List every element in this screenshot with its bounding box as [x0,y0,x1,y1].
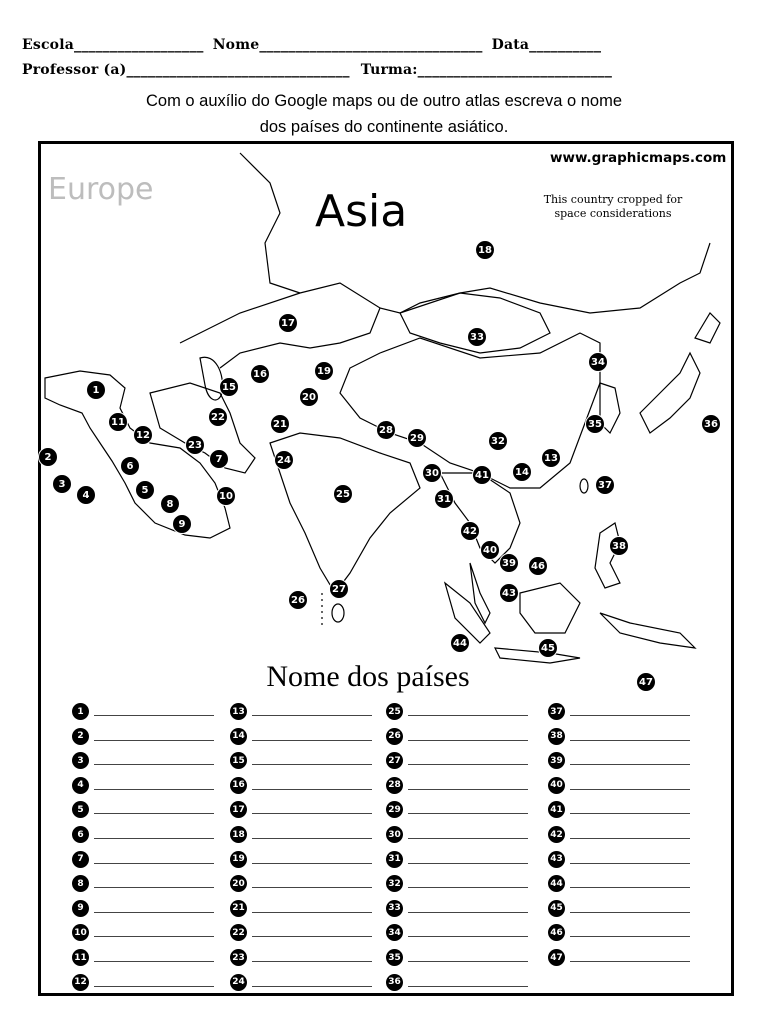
header-line-2 [22,62,612,78]
map-marker-30: 30 [422,463,442,483]
answer-row-15[interactable] [230,752,380,770]
answer-number-24: 24 [230,974,247,991]
map-marker-31: 31 [434,489,454,509]
answer-blank-line[interactable] [408,961,528,962]
answer-number-14: 14 [230,728,247,745]
answer-blank-line[interactable] [94,887,214,888]
answer-row-47[interactable] [548,949,698,967]
answer-blank-line[interactable] [252,740,372,741]
instructions-line-1: Com o auxílio do Google maps ou de outro atlas escreva o nome [145,92,623,110]
answer-row-7[interactable] [72,851,222,869]
header-line-1 [22,37,601,53]
answer-number-27: 27 [386,752,403,769]
answer-row-9[interactable] [72,900,222,918]
answer-blank-line[interactable] [252,936,372,937]
arabia-outline [45,371,230,538]
answer-row-3[interactable] [72,752,222,770]
answer-row-36[interactable] [386,974,536,992]
answer-blank-line[interactable] [94,740,214,741]
answer-row-39[interactable] [548,752,698,770]
answer-row-37[interactable] [548,703,698,721]
answer-number-12: 12 [72,974,89,991]
map-marker-35: 35 [585,414,605,434]
japan-outline [640,353,700,433]
map-marker-1: 1 [86,380,106,400]
answer-number-35: 35 [386,949,403,966]
answer-number-2: 2 [72,728,89,745]
answer-blank-line[interactable] [570,715,690,716]
answer-blank-line[interactable] [408,863,528,864]
answer-row-12[interactable] [72,974,222,992]
answer-number-47: 47 [548,949,565,966]
map-marker-34: 34 [588,352,608,372]
answer-number-33: 33 [386,900,403,917]
answer-row-33[interactable] [386,900,536,918]
map-marker-22: 22 [208,407,228,427]
answer-blank-line[interactable] [408,936,528,937]
answer-blank-line[interactable] [408,887,528,888]
answer-blank-line[interactable] [252,813,372,814]
answer-row-8[interactable] [72,875,222,893]
map-marker-25: 25 [333,484,353,504]
answer-blank-line[interactable] [94,961,214,962]
answer-blank-line[interactable] [94,838,214,839]
answer-blank-line[interactable] [408,715,528,716]
answer-blank-line[interactable] [252,863,372,864]
answer-row-44[interactable] [548,875,698,893]
answer-row-22[interactable] [230,924,380,942]
answer-row-45[interactable] [548,900,698,918]
answer-number-37: 37 [548,703,565,720]
answer-number-20: 20 [230,875,247,892]
map-marker-46: 46 [528,556,548,576]
answer-blank-line[interactable] [408,740,528,741]
answer-blank-line[interactable] [252,912,372,913]
answer-row-29[interactable] [386,801,536,819]
map-marker-29: 29 [407,428,427,448]
answer-blank-line[interactable] [408,764,528,765]
answer-row-17[interactable] [230,801,380,819]
answer-row-13[interactable] [230,703,380,721]
map-marker-27: 27 [329,579,349,599]
map-marker-13: 13 [541,448,561,468]
map-marker-47: 47 [636,672,656,692]
answer-row-38[interactable] [548,728,698,746]
map-marker-41: 41 [472,465,492,485]
cropped-note [524,193,702,221]
answer-row-46[interactable] [548,924,698,942]
answer-blank-line[interactable] [252,887,372,888]
answer-number-13: 13 [230,703,247,720]
map-marker-10: 10 [216,486,236,506]
answer-number-5: 5 [72,801,89,818]
answer-row-18[interactable] [230,826,380,844]
answer-row-6[interactable] [72,826,222,844]
answer-row-26[interactable] [386,728,536,746]
answer-row-42[interactable] [548,826,698,844]
map-marker-6: 6 [120,456,140,476]
answer-blank-line[interactable] [252,986,372,987]
answer-blank-line[interactable] [252,764,372,765]
answer-number-38: 38 [548,728,565,745]
answer-number-36: 36 [386,974,403,991]
answer-number-34: 34 [386,924,403,941]
map-marker-16: 16 [250,364,270,384]
map-marker-14: 14 [512,462,532,482]
answer-number-31: 31 [386,851,403,868]
answer-blank-line[interactable] [570,887,690,888]
map-marker-12: 12 [133,425,153,445]
china-outline [340,333,600,488]
answer-blank-line[interactable] [94,863,214,864]
map-marker-8: 8 [160,494,180,514]
answer-blank-line[interactable] [94,912,214,913]
answer-row-35[interactable] [386,949,536,967]
answer-row-10[interactable] [72,924,222,942]
answer-row-19[interactable] [230,851,380,869]
answer-number-39: 39 [548,752,565,769]
answer-blank-line[interactable] [94,764,214,765]
answer-number-16: 16 [230,777,247,794]
map-marker-20: 20 [299,387,319,407]
map-marker-23: 23 [185,435,205,455]
map-marker-19: 19 [314,361,334,381]
answer-blank-line[interactable] [570,912,690,913]
answer-blank-line[interactable] [252,838,372,839]
answer-row-21[interactable] [230,900,380,918]
site-credit: www.graphicmaps.com [550,150,727,166]
answer-number-3: 3 [72,752,89,769]
answer-blank-line[interactable] [408,789,528,790]
answer-blank-line[interactable] [570,961,690,962]
answer-blank-line[interactable] [252,715,372,716]
map-marker-42: 42 [460,521,480,541]
answer-blank-line[interactable] [408,986,528,987]
answer-number-23: 23 [230,949,247,966]
answer-number-8: 8 [72,875,89,892]
instructions-line-2: dos países do continente asiático. [259,118,509,136]
answer-number-45: 45 [548,900,565,917]
answer-blank-line[interactable] [94,813,214,814]
map-marker-38: 38 [609,536,629,556]
map-marker-40: 40 [480,540,500,560]
map-marker-18: 18 [475,240,495,260]
answer-row-23[interactable] [230,949,380,967]
answer-blank-line[interactable] [94,789,214,790]
data-field[interactable]: Data__________ [491,37,602,53]
map-marker-4: 4 [76,485,96,505]
map-marker-28: 28 [376,420,396,440]
answer-number-41: 41 [548,801,565,818]
answer-number-44: 44 [548,875,565,892]
answer-number-11: 11 [72,949,89,966]
answer-number-25: 25 [386,703,403,720]
answer-row-14[interactable] [230,728,380,746]
answer-row-43[interactable] [548,851,698,869]
answer-blank-line[interactable] [252,961,372,962]
europe-label: Europe [48,172,154,207]
answer-number-9: 9 [72,900,89,917]
answer-number-18: 18 [230,826,247,843]
answer-blank-line[interactable] [94,986,214,987]
cropped-note-line-2: space considerations [554,207,672,220]
map-marker-26: 26 [288,590,308,610]
answer-row-5[interactable] [72,801,222,819]
answer-blank-line[interactable] [570,863,690,864]
professor-field[interactable]: Professor (a)_______________________________ [22,62,350,78]
map-marker-15: 15 [219,377,239,397]
answer-blank-line[interactable] [570,764,690,765]
answer-number-4: 4 [72,777,89,794]
map-marker-11: 11 [108,412,128,432]
asia-label: Asia [315,186,408,237]
answer-number-7: 7 [72,851,89,868]
map-marker-37: 37 [595,475,615,495]
map-marker-33: 33 [467,327,487,347]
answer-blank-line[interactable] [94,936,214,937]
answer-number-22: 22 [230,924,247,941]
answer-row-27[interactable] [386,752,536,770]
answer-number-1: 1 [72,703,89,720]
answer-number-32: 32 [386,875,403,892]
answer-row-32[interactable] [386,875,536,893]
map-marker-7: 7 [209,449,229,469]
answer-blank-line[interactable] [570,740,690,741]
answer-row-41[interactable] [548,801,698,819]
answer-blank-line[interactable] [570,838,690,839]
cropped-note-line-1: This country cropped for [543,193,683,206]
answer-row-28[interactable] [386,777,536,795]
answer-number-17: 17 [230,801,247,818]
answer-row-24[interactable] [230,974,380,992]
answer-number-42: 42 [548,826,565,843]
answer-number-28: 28 [386,777,403,794]
answer-row-11[interactable] [72,949,222,967]
map-marker-45: 45 [538,638,558,658]
answer-row-20[interactable] [230,875,380,893]
answer-number-19: 19 [230,851,247,868]
map-marker-24: 24 [274,450,294,470]
answer-row-34[interactable] [386,924,536,942]
turma-field[interactable]: Turma:___________________________ [360,62,613,78]
answer-row-16[interactable] [230,777,380,795]
answer-number-15: 15 [230,752,247,769]
map-marker-17: 17 [278,313,298,333]
answer-blank-line[interactable] [408,838,528,839]
answer-blank-line[interactable] [252,789,372,790]
map-marker-5: 5 [135,480,155,500]
answer-number-46: 46 [548,924,565,941]
map-marker-2: 2 [38,447,58,467]
answer-number-21: 21 [230,900,247,917]
answer-blank-line[interactable] [570,936,690,937]
answer-row-2[interactable] [72,728,222,746]
answer-row-31[interactable] [386,851,536,869]
answer-number-40: 40 [548,777,565,794]
answer-number-10: 10 [72,924,89,941]
map-marker-39: 39 [499,553,519,573]
answer-number-43: 43 [548,851,565,868]
answer-number-6: 6 [72,826,89,843]
list-title: Nome dos países [266,660,470,693]
answer-number-26: 26 [386,728,403,745]
answer-blank-line[interactable] [570,789,690,790]
answer-blank-line[interactable] [94,715,214,716]
map-marker-21: 21 [270,414,290,434]
answer-number-30: 30 [386,826,403,843]
answer-row-1[interactable] [72,703,222,721]
map-marker-3: 3 [52,474,72,494]
answer-blank-line[interactable] [570,813,690,814]
answer-number-29: 29 [386,801,403,818]
answer-row-30[interactable] [386,826,536,844]
escola-field[interactable]: Escola__________________ [22,37,204,53]
answer-row-4[interactable] [72,777,222,795]
answer-blank-line[interactable] [408,813,528,814]
map-marker-32: 32 [488,431,508,451]
map-marker-36: 36 [701,414,721,434]
answer-row-40[interactable] [548,777,698,795]
map-marker-44: 44 [450,633,470,653]
answer-blank-line[interactable] [408,912,528,913]
answer-row-25[interactable] [386,703,536,721]
map-marker-9: 9 [172,514,192,534]
nome-field[interactable]: Nome_______________________________ [212,37,483,53]
map-marker-43: 43 [499,583,519,603]
